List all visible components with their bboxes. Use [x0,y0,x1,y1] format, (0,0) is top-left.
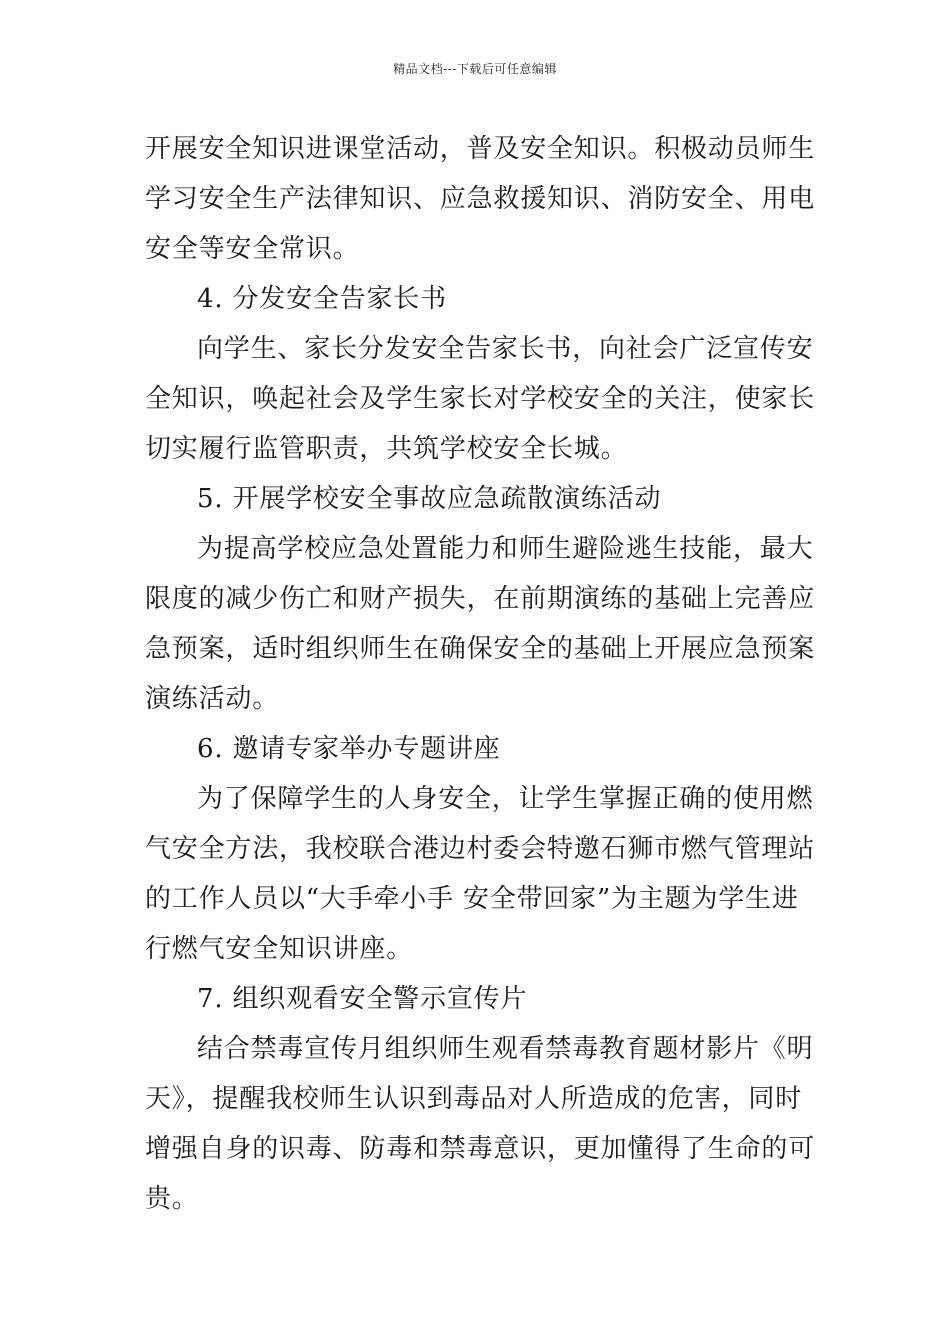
body-line: 限度的减少伤亡和财产损失，在前期演练的基础上完善应 [145,584,816,614]
body-line: 切实履行监管职责，共筑学校安全长城。 [145,434,628,464]
section-heading: 4. 分发安全告家长书 [197,284,447,314]
body-line: 的工作人员以“大手牵小手 安全带回家”为主题为学生进 [145,884,799,914]
body-line: 学习安全生产法律知识、应急救援知识、消防安全、用电 [145,184,816,214]
body-line: 增强自身的识毒、防毒和禁毒意识，更加懂得了生命的可 [145,1134,816,1164]
body-line: 行燃气安全知识讲座。 [145,934,414,964]
body-line: 天》，提醒我校师生认识到毒品对人所造成的危害，同时 [145,1084,803,1114]
body-line: 向学生、家长分发安全告家长书，向社会广泛宣传安 [197,334,814,364]
body-line: 结合禁毒宣传月组织师生观看禁毒教育题材影片《明 [197,1034,814,1064]
section-heading: 7. 组织观看安全警示宣传片 [197,984,528,1014]
page-header: 精品文档---下载后可任意编辑 [393,62,557,76]
body-line: 安全等安全常识。 [145,234,360,264]
body-line: 贵。 [145,1184,199,1214]
body-line: 全知识，唤起社会及学生家长对学校安全的关注，使家长 [145,384,816,414]
document-body [145,124,816,1224]
section-heading: 5. 开展学校安全事故应急疏散演练活动 [197,484,662,514]
body-line: 开展安全知识进课堂活动，普及安全知识。积极动员师生 [145,134,816,164]
body-line: 急预案，适时组织师生在确保安全的基础上开展应急预案 [145,634,816,664]
body-line: 演练活动。 [145,684,280,714]
body-line: 气安全方法，我校联合港边村委会特邀石狮市燃气管理站 [145,834,816,864]
section-heading: 6. 邀请专家举办专题讲座 [197,734,501,764]
body-line: 为提高学校应急处置能力和师生避险逃生技能，最大 [197,534,814,564]
body-line: 为了保障学生的人身安全，让学生掌握正确的使用燃 [197,784,814,814]
